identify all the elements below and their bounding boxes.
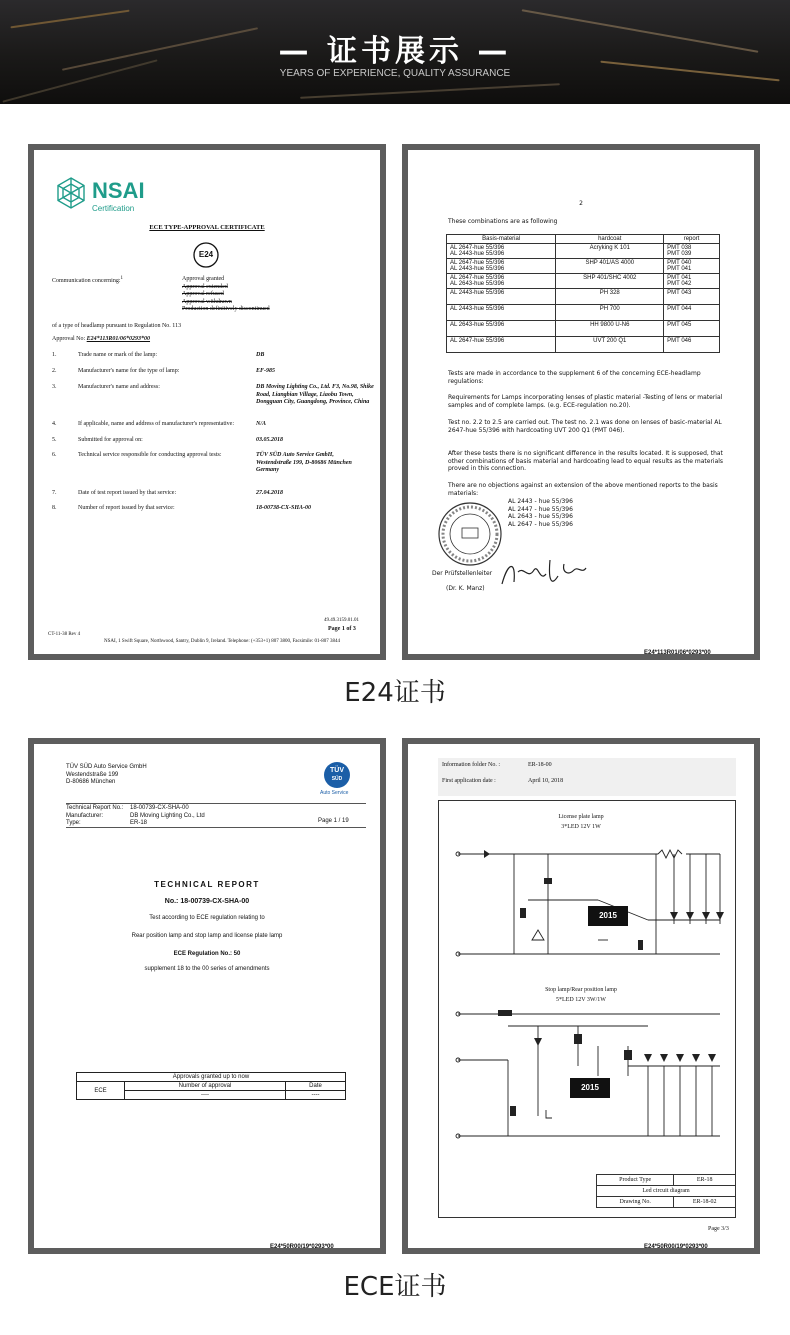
footer-code: E24*50R00/19*0293*00 xyxy=(270,1244,334,1248)
certificate-frame-tuv xyxy=(28,738,386,1254)
approvals-title: Approvals granted up to now xyxy=(77,1073,346,1082)
item-label: Trade name or mark of the lamp: xyxy=(78,352,158,358)
lamp-types-line: Rear position lamp and stop lamp and license plate lamp xyxy=(131,933,283,939)
option-granted: Approval granted xyxy=(182,276,225,282)
form-code: CT-11-38 Rev 4 xyxy=(48,632,81,637)
results-text: After these tests there is no significant difference in the results located. It is supposed, that other combinations of basis material and hardcoating lead to equal results as the materials proved in this connection. xyxy=(448,450,724,472)
column-header: Basis-material xyxy=(447,235,556,244)
drawing-number-value: ER-18-02 xyxy=(674,1197,736,1208)
item-value: EF-985 xyxy=(256,368,276,374)
ece-regulation-line: ECE Regulation No.: 50 xyxy=(173,951,241,957)
item-num: 2. xyxy=(52,368,57,374)
nsai-certificate-page xyxy=(34,150,380,654)
approval-date-cell: ---- xyxy=(286,1091,346,1100)
item-label: Technical service responsible for conducting approval tests: xyxy=(78,452,222,458)
nsai-logo-subtitle: Certification xyxy=(92,204,135,213)
divider xyxy=(66,803,366,804)
item-num: 4. xyxy=(52,421,57,427)
extension-text: There are no objections against an extension of the above mentioned reports to the basis materials: xyxy=(448,482,718,497)
ic-chip: 2015 xyxy=(570,1078,610,1098)
first-application-value: April 10, 2018 xyxy=(528,778,564,784)
drawing-info-table xyxy=(596,1174,736,1208)
table-row: AL 2647-hue 55/396 UVT 200 Q1 PMT 046 xyxy=(447,337,720,353)
caption-e24: E24证书 xyxy=(344,678,446,708)
report-number: No.: 18-00739-CX-SHA-00 xyxy=(164,898,250,905)
header-banner xyxy=(0,0,790,104)
stop-lamp-circuit-diagram xyxy=(448,1006,728,1146)
circuit2-title: Stop lamp/Rear position lamp xyxy=(545,987,617,993)
table-row: AL 2647-hue 55/396 AL 2643-hue 55/396 SHP 401/SHC 4002 PMT 041 PMT 042 xyxy=(447,274,720,289)
technical-report-page xyxy=(34,744,380,1248)
tests-text: Test no. 2.2 to 2.5 are carried out. The test no. 2.1 was done on lenses of basic-material AL 2647-hue 55/396 with hardcoating UVT 200 Q1 (PMT 046). xyxy=(448,419,722,434)
certificate-frame-materials xyxy=(402,144,760,660)
diagram-label: Led circuit diagram xyxy=(597,1186,736,1197)
option-discontinued: Production definitively discontinued xyxy=(182,306,270,312)
drawing-page: Page 3/3 xyxy=(708,1226,729,1232)
drawing-number-label: Drawing No. xyxy=(597,1197,674,1208)
tuv-logo-icon: TÜV SÜD xyxy=(324,762,350,788)
table-row: AL 2443-hue 55/396 PH 328 PMT 043 xyxy=(447,289,720,305)
signer-title: Der Prüfstellenleiter xyxy=(432,570,493,577)
item-label: Manufacturer's name for the type of lamp: xyxy=(78,368,180,374)
regulation-text: Tests are made in accordance to the supplement 6 of the concerning ECE-headlamp regulations: xyxy=(448,370,701,385)
nsai-address: NSAI, 1 Swift Square, Northwood, Santry, Dublin 9, Ireland. Telephone: (+353+1) 807 3800, Facsimile: 01-807 3844 xyxy=(104,639,340,644)
approvals-table xyxy=(76,1072,346,1100)
page-number: 2 xyxy=(579,200,583,207)
product-type-value: ER-18 xyxy=(674,1175,736,1186)
circuit1-title: License plate lamp xyxy=(558,814,604,820)
table-header-row xyxy=(447,235,720,244)
nsai-logo-icon xyxy=(54,176,88,210)
concerning-label: Communication concerning:$^1$ xyxy=(52,276,123,284)
caption-ece: ECE证书 xyxy=(343,1272,447,1302)
item-num: 1. xyxy=(52,352,57,358)
column-header: Date xyxy=(286,1082,346,1091)
footer-code: E24*113R01/06*0293*00 xyxy=(644,650,711,654)
extension-materials: AL 2443 - hue 55/396 AL 2447 - hue 55/396 AL 2643 - hue 55/396 AL 2647 - hue 55/396 xyxy=(508,498,573,528)
report-page: Page 1 / 19 xyxy=(318,818,349,824)
technical-report-heading: TECHNICAL REPORT xyxy=(154,880,260,889)
tuv-company-address: TÜV SÜD Auto Service GmbH Westendstraße 199 D-80686 München xyxy=(66,764,147,785)
university-seal-icon xyxy=(436,500,504,568)
item-label: Submitted for approval on: xyxy=(78,437,143,443)
item-num: 5. xyxy=(52,437,57,443)
divider xyxy=(66,827,366,828)
signer-name: (Dr. K. Manz) xyxy=(446,585,485,592)
report-meta: Technical Report No.: 18-00739-CX-SHA-00 Manufacturer: DB Moving Lighting Co., Ltd Type: ER-18 xyxy=(66,805,205,826)
column-header: hardcoat xyxy=(556,235,664,244)
banner-title: — 证书展示 — xyxy=(278,34,512,69)
supplement-line: supplement 18 to the 00 series of amendments xyxy=(144,966,270,972)
column-header: report xyxy=(664,235,720,244)
item-value: N/A xyxy=(256,421,267,427)
e24-mark-label: E24 xyxy=(198,250,214,259)
certificate-heading: ECE TYPE-APPROVAL CERTIFICATE xyxy=(149,224,265,231)
light-streak xyxy=(300,83,560,99)
table-row: AL 2647-hue 55/396 AL 2443-hue 55/396 SHP 401/AS 4000 PMT 040 PMT 041 xyxy=(447,259,720,274)
table-intro: These combinations are as following xyxy=(448,218,558,225)
item-num: 3. xyxy=(52,384,57,390)
option-refused: Approval refused xyxy=(182,291,224,297)
item-value: DB xyxy=(256,352,265,358)
product-type-label: Product Type xyxy=(597,1175,674,1186)
item-label: Manufacturer's name and address: xyxy=(78,384,160,390)
approval-options xyxy=(182,276,270,314)
approval-number-row: Approval No: E24*113R01/06*0293*00 xyxy=(52,336,151,342)
tuv-logo-caption: Auto Service xyxy=(320,790,349,796)
item-value: DB Moving Lighting Co., Ltd. F3, No.98, Shike Road, Liangbian Village, Liaobu Town, Dongguan City, Guangdong, Province, China xyxy=(256,384,374,405)
item-value: 03.05.2018 xyxy=(256,437,283,443)
table-row: AL 2643-hue 55/396 HH 9800 U-N6 PMT 045 xyxy=(447,321,720,337)
reference-code: 49.49.3159.01.01 xyxy=(324,618,359,623)
info-folder-label: Information folder No. : xyxy=(442,762,500,768)
item-num: 8. xyxy=(52,505,57,511)
circuit2-spec: 5*LED 12V 3W/1W xyxy=(556,997,606,1003)
circuit1-spec: 3*LED 12V 1W xyxy=(561,824,601,830)
item-num: 6. xyxy=(52,452,57,458)
item-value: 27.04.2018 xyxy=(256,490,283,496)
footer-code: E24*50R00/19*0293*00 xyxy=(644,1244,708,1248)
item-value: 18-00738-CX-SHA-00 xyxy=(256,505,312,511)
materials-page xyxy=(408,150,754,654)
item-label: If applicable, name and address of manufacturer's representative: xyxy=(78,421,235,427)
item-label: Number of report issued by that service: xyxy=(78,505,175,511)
item-value: TÜV SÜD Auto Service GmbH, Westendstraße 199, D-80686 München Germany xyxy=(256,452,352,473)
ic-chip: 2015 xyxy=(588,906,628,926)
nsai-logo-text: NSAI xyxy=(92,178,145,203)
approval-number: E24*113R01/06*0293*00 xyxy=(86,336,151,342)
approvals-row-label: ECE xyxy=(77,1082,125,1100)
approval-number-cell: ---- xyxy=(125,1091,286,1100)
table-row: AL 2647-hue 55/396 AL 2443-hue 55/396 Acryking K 101 PMT 038 PMT 039 xyxy=(447,244,720,259)
banner-subtitle: YEARS OF EXPERIENCE, QUALITY ASSURANCE xyxy=(279,68,511,79)
info-folder-value: ER-18-00 xyxy=(528,762,552,768)
lamp-type-line: of a type of headlamp pursuant to Regulation No. 113 xyxy=(52,323,182,329)
certificate-frame-circuit xyxy=(402,738,760,1254)
page-of: Page 1 of 3 xyxy=(328,626,356,632)
table-row: AL 2443-hue 55/396 PH 700 PMT 044 xyxy=(447,305,720,321)
certificate-frame-nsai xyxy=(28,144,386,660)
handwritten-signature-icon xyxy=(498,552,588,592)
option-withdrawn: Approval withdrawn xyxy=(182,298,232,305)
circuit-page xyxy=(408,744,754,1248)
option-extended: Approval extended xyxy=(182,283,228,290)
requirements-text: Requirements for Lamps incorporating lenses of plastic material -Testing of lens or material samples and of complete lamps. (e.g. ECE-regulation no.20). xyxy=(448,394,723,409)
regulation-line: Test according to ECE regulation relating to xyxy=(149,915,265,921)
item-label: Date of test report issued by that service: xyxy=(78,490,177,496)
materials-table xyxy=(446,234,720,353)
item-num: 7. xyxy=(52,490,57,496)
first-application-label: First application date : xyxy=(442,778,496,784)
column-header: Number of approval xyxy=(125,1082,286,1091)
